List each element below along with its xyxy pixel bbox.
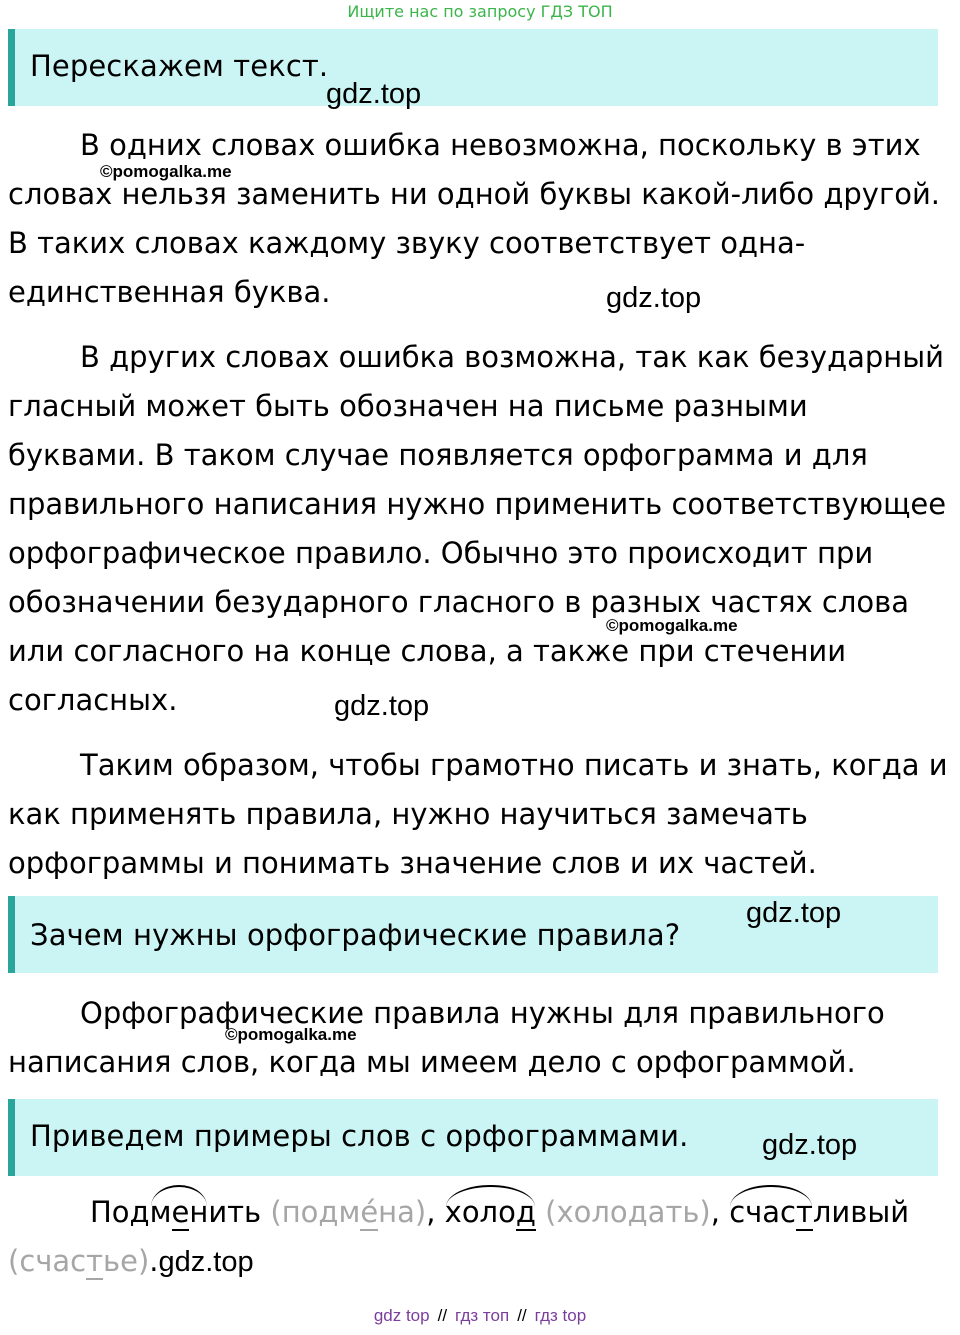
word-ending: ливый <box>812 1195 910 1229</box>
paragraph-line: орфограммы и понимать значение слов и их частей. <box>8 846 817 880</box>
root-letters: холо <box>444 1195 516 1229</box>
examples-line-1 <box>90 1195 909 1229</box>
paragraph-line: правильного написания нужно применить соответствующее <box>8 487 947 521</box>
check-word-part: (подм <box>270 1195 361 1229</box>
root-arc <box>730 1185 812 1207</box>
check-letter: е́ <box>360 1195 379 1229</box>
paragraph-line: согласных. <box>8 683 178 717</box>
orthogram-letter: е <box>171 1195 190 1229</box>
paragraph-2 <box>8 333 953 725</box>
check-word-holodat: (холодать) <box>545 1195 711 1229</box>
paragraph-1 <box>8 121 953 317</box>
footer-link[interactable]: гдз топ <box>455 1306 510 1325</box>
watermark-gdz: gdz.top <box>334 690 430 722</box>
check-word-part: (счас <box>8 1244 87 1278</box>
paragraph-line: единственная буква. <box>8 275 331 309</box>
watermark-pomogalka: ©pomogalka.me <box>606 616 738 635</box>
paragraph-line: В других словах ошибка возможна, так как безударный <box>80 340 945 374</box>
root-letter: н <box>189 1195 209 1229</box>
footer-link[interactable]: гдз top <box>534 1306 587 1325</box>
paragraph-line: Орфографические правила нужны для правильного <box>80 996 885 1030</box>
paragraph-line: словах нельзя заменить ни одной буквы какой-либо другой. <box>8 177 941 211</box>
watermark-pomogalka: ©pomogalka.me <box>225 1025 357 1044</box>
orthogram-letter: т <box>795 1195 813 1229</box>
root-with-arc <box>729 1195 813 1229</box>
check-word-part: ье) <box>103 1244 150 1278</box>
paragraph-line: обозначении безударного гласного в разных частях слова <box>8 585 909 619</box>
paragraph-line: орфографическое правило. Обычно это происходит при <box>8 536 874 570</box>
check-word-podmena <box>270 1195 426 1231</box>
paragraph-line: или согласного на конце слова, а также при стечении <box>8 634 847 668</box>
root-letter: м <box>149 1195 172 1229</box>
top-banner: Ищите нас по запросу ГДЗ ТОП <box>347 2 613 21</box>
word-schastlivyy <box>729 1195 909 1229</box>
footer-separator: // <box>517 1306 527 1325</box>
watermark-gdz: gdz.top <box>762 1129 858 1161</box>
word-holod <box>445 1195 536 1229</box>
watermark-gdz: gdz.top <box>746 897 842 929</box>
watermark-pomogalka: ©pomogalka.me <box>100 162 232 181</box>
footer <box>0 1306 960 1326</box>
heading-retell: Перескажем текст. <box>30 49 329 83</box>
watermark-gdz: gdz.top <box>326 78 422 110</box>
comma: , <box>426 1195 436 1229</box>
check-letter: т <box>86 1244 104 1278</box>
word-suffix: ить <box>208 1195 262 1229</box>
paragraph-line: буквами. В таком случае появляется орфограмма и для <box>8 438 868 472</box>
footer-link[interactable]: gdz top <box>373 1306 430 1325</box>
paragraph-4 <box>8 989 953 1087</box>
heading-box-retell <box>8 29 938 106</box>
examples-line-2 <box>8 1244 254 1279</box>
root-letters: счас <box>729 1195 796 1229</box>
paragraph-3 <box>8 741 953 888</box>
heading-why-rules: Зачем нужны орфографические правила? <box>30 918 681 952</box>
word-prefix: Под <box>90 1195 150 1229</box>
watermark-gdz: gdz.top <box>158 1246 254 1278</box>
check-word-part: на) <box>378 1195 427 1229</box>
paragraph-line: гласный может быть обозначен на письме разными <box>8 389 808 423</box>
paragraph-line: Таким образом, чтобы грамотно писать и знать, когда и <box>80 748 948 782</box>
check-word-schastye <box>8 1244 149 1280</box>
orthogram-letter: д <box>515 1195 536 1229</box>
heading-examples: Приведем примеры слов с орфограммами. <box>30 1119 689 1153</box>
word-podmenit <box>90 1195 261 1229</box>
paragraph-line: В таких словах каждому звуку соответствует одна- <box>8 226 806 260</box>
paragraph-line: как применять правила, нужно научиться замечать <box>8 797 808 831</box>
comma: , <box>710 1195 720 1229</box>
watermark-gdz: gdz.top <box>606 282 702 314</box>
period: . <box>149 1244 159 1278</box>
root-arc <box>446 1185 535 1207</box>
paragraph-line: написания слов, когда мы имеем дело с орфограммой. <box>8 1045 856 1079</box>
root-arc <box>151 1185 208 1207</box>
paragraph-line: В одних словах ошибка невозможна, поскольку в этих <box>80 128 921 162</box>
footer-separator: // <box>437 1306 448 1325</box>
root-with-arc <box>150 1195 209 1229</box>
